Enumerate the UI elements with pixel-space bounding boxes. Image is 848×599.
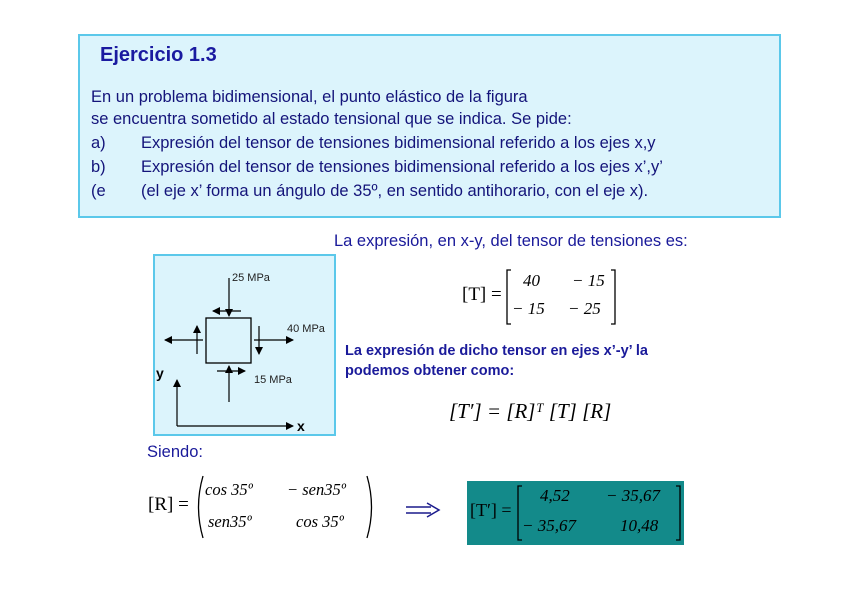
siendo-label: Siendo: (147, 443, 203, 461)
result-lhs: [T′] = (470, 500, 512, 520)
tensor-t-m11: 40 (523, 271, 540, 290)
exercise-title: Ejercicio 1.3 (100, 44, 217, 66)
label-15mpa: 15 MPa (254, 374, 292, 386)
tensor-t-m22: − 25 (568, 299, 601, 318)
statement-line-2: se encuentra sometido al estado tensional que se indica. Se pide: (91, 110, 572, 128)
result-m22: 10,48 (620, 516, 659, 535)
item-a-letter: a) (91, 134, 106, 152)
item-c-text: (el eje x’ forma un ángulo de 35º, en sentido antihorario, con el eje x). (141, 182, 649, 200)
primed-intro-line-2: podemos obtener como: (345, 363, 515, 379)
item-b-letter: b) (91, 158, 106, 176)
element-square (206, 318, 251, 363)
result-m21: − 35,67 (522, 516, 576, 535)
tensor-t-lhs: [T] = (462, 284, 502, 305)
matrix-r-m11: cos 35º (205, 480, 253, 499)
matrix-r-m22: cos 35º (296, 512, 344, 531)
tensor-t-m12: − 15 (572, 271, 605, 290)
matrix-r-m21: sen35º (208, 512, 252, 531)
matrix-r-lhs: [R] = (148, 494, 189, 515)
statement-line-1: En un problema bidimensional, el punto elástico de la figura (91, 88, 528, 106)
implies-arrow-icon (405, 502, 441, 518)
x-axis-label: x (297, 418, 305, 434)
label-40mpa: 40 MPa (287, 323, 325, 335)
result-m11: 4,52 (540, 486, 570, 505)
xy-tensor-intro: La expresión, en x-y, del tensor de tensiones es: (334, 232, 688, 250)
label-25mpa: 25 MPa (232, 272, 270, 284)
item-b-text: Expresión del tensor de tensiones bidimensional referido a los ejes x’,y’ (141, 158, 663, 176)
item-a-text: Expresión del tensor de tensiones bidimensional referido a los ejes x,y (141, 134, 656, 152)
matrix-r-m12: − sen35º (287, 480, 346, 499)
primed-intro-line-1: La expresión de dicho tensor en ejes x’-y’ la (345, 343, 648, 359)
tensor-t-m21: − 15 (512, 299, 545, 318)
y-axis-label: y (156, 365, 164, 381)
item-c-letter: (e (91, 182, 106, 200)
transformation-formula: [T′] = [R]ᵀ [T] [R] (449, 399, 612, 423)
result-m12: − 35,67 (606, 486, 660, 505)
